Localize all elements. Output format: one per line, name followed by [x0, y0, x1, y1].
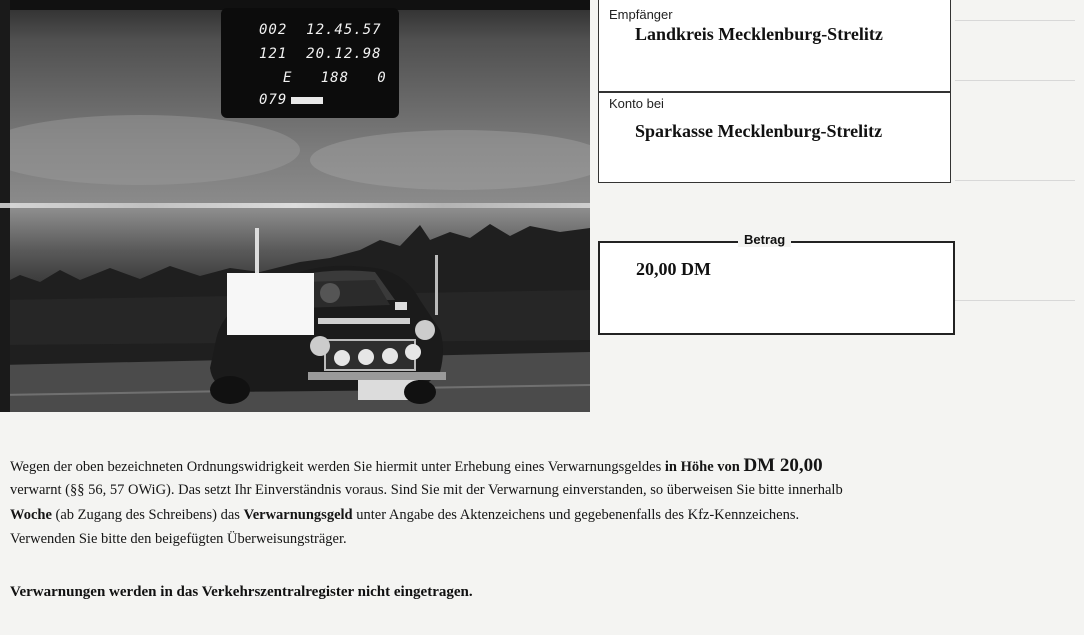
amount-value: 20,00 DM: [636, 259, 711, 279]
para-line3-text-2: unter Angabe des Aktenzeichens und gegebenenfalls des Kfz-Kennzeichens.: [352, 507, 800, 523]
para-line3-bold-1: Woche: [10, 507, 52, 523]
account-label: Konto bei: [609, 96, 664, 111]
para-line3-text-1: (ab Zugang des Schreibens) das: [51, 507, 244, 523]
para-line1-text: Wegen der oben bezeichneten Ordnungswidrigkeit werden Sie hiermit unter Erhebung eines Verwarnungsgeldes: [10, 459, 665, 475]
speed-camera-photo: [0, 0, 590, 412]
overlay-bar: [291, 97, 323, 104]
recipient-box: [598, 0, 951, 92]
fine-amount: DM 20,00: [743, 455, 823, 476]
amount-box: [598, 232, 955, 335]
para-line1-bold: in Höhe von: [664, 459, 740, 475]
scan-artifact: [0, 203, 590, 208]
overlay-line-1: 002 12.45.57: [259, 22, 382, 38]
recipient-value: Landkreis Mecklenburg-Strelitz: [635, 24, 883, 44]
paragraph-line-3: [10, 507, 799, 524]
register-notice: Verwarnungen werden in das Verkehrszentralregister nicht eingetragen.: [10, 584, 473, 600]
paragraph-line-4: Verwenden Sie bitte den beigefügten Überweisungsträger.: [10, 531, 347, 547]
amount-label: Betrag: [738, 232, 791, 247]
account-value: Sparkasse Mecklenburg-Strelitz: [635, 121, 883, 141]
overlay-line-4: 079: [259, 92, 288, 108]
paragraph-line-2: verwarnt (§§ 56, 57 OWiG). Das setzt Ihr Einverständnis voraus. Sind Sie mit der Verwarnung einverstanden, so überweisen Sie bitte innerhalb: [10, 482, 843, 498]
para-line3-bold-2: Verwarnungsgeld: [243, 507, 353, 523]
privacy-mask: [227, 273, 314, 335]
recipient-label: Empfänger: [609, 7, 673, 22]
overlay-line-3: E 188 0: [283, 70, 387, 86]
account-box: [598, 92, 951, 183]
camera-data-overlay: [221, 8, 399, 118]
paragraph-line-1: [10, 455, 823, 477]
overlay-line-2: 121 20.12.98: [259, 46, 382, 62]
